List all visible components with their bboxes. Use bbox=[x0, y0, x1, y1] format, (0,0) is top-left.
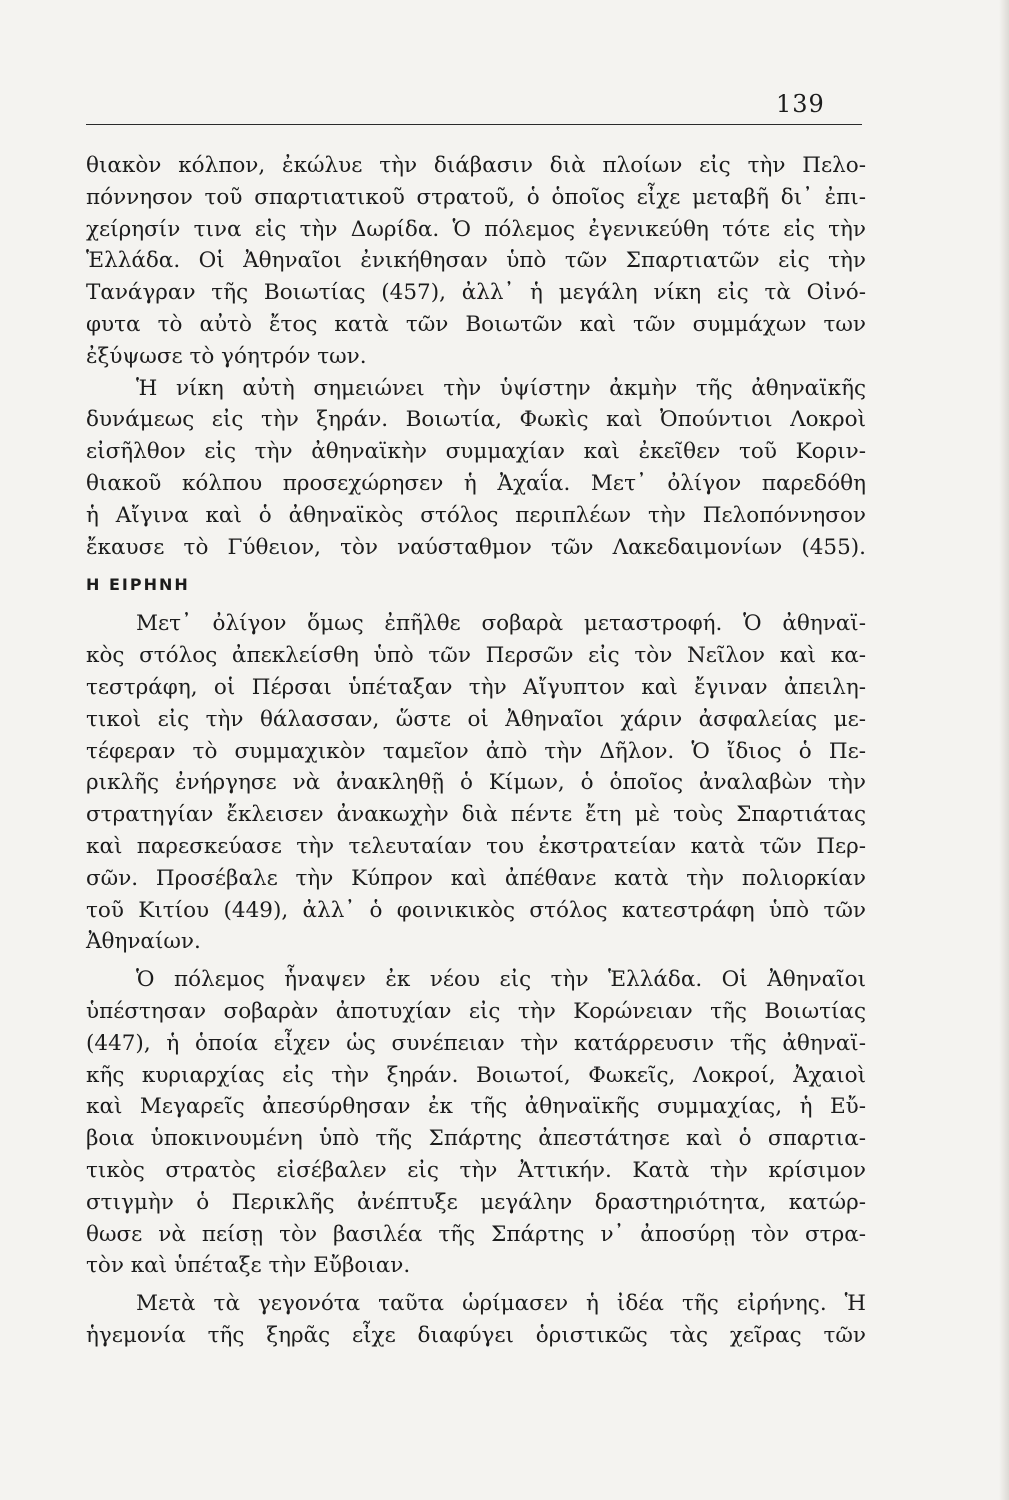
text-line: εἰσῆλθον εἰς τὴν ἀθηναϊκὴν συμμαχίαν καὶ ἐκεῖθεν τοῦ Κοριν- bbox=[86, 439, 866, 465]
text-line: ὑπέστησαν σοβαρὰν ἀποτυχίαν εἰς τὴν Κορώνειαν τῆς Βοιωτίας bbox=[86, 998, 866, 1024]
text-line: θιακὸν κόλπον, ἐκώλυε τὴν διάβασιν διὰ πλοίων εἰς τὴν Πελο- bbox=[86, 153, 866, 178]
text-line: σῶν. Προσέβαλε τὴν Κύπρον καὶ ἀπέθανε κατὰ τὴν πολιορκίαν bbox=[86, 865, 866, 891]
text-line: θιακοῦ κόλπου προσεχώρησεν ἡ Ἀχαΐα. Μετ᾽ ὀλίγον παρεδόθη bbox=[86, 470, 866, 496]
text-line: τεστράφη, οἱ Πέρσαι ὑπέταξαν τὴν Αἴγυπτον καὶ ἔγιναν ἀπειλη- bbox=[86, 674, 866, 700]
text-line: πόννησον τοῦ σπαρτιατικοῦ στρατοῦ, ὁ ὁποῖος εἶχε μεταβῆ δι᾽ ἐπι- bbox=[86, 184, 866, 210]
page-number: 139 bbox=[776, 90, 825, 118]
text-line: Ἑλλάδα. Οἱ Ἀθηναῖοι ἐνικήθησαν ὑπὸ τῶν Σπαρτιατῶν εἰς τὴν bbox=[86, 248, 866, 274]
page-edge-shadow bbox=[999, 0, 1009, 1500]
text-line: χείρησίν τινα εἰς τὴν Δωρίδα. Ὁ πόλεμος ἐγενικεύθη τότε εἰς τὴν bbox=[86, 216, 866, 242]
text-line: ἐξύψωσε τὸ γόητρόν των. bbox=[86, 343, 367, 369]
text-line: τικὸς στρατὸς εἰσέβαλεν εἰς τὴν Ἀττικήν. Κατὰ τὴν κρίσιμον bbox=[86, 1157, 866, 1183]
text-line: Ἀθηναίων. bbox=[86, 929, 201, 955]
text-line: καὶ Μεγαρεῖς ἀπεσύρθησαν ἐκ τῆς ἀθηναϊκῆς συμμαχίας, ἡ Εὔ- bbox=[86, 1094, 866, 1120]
text-line: ρικλῆς ἐνήργησε νὰ ἀνακληθῇ ὁ Κίμων, ὁ ὁποῖος ἀναλαβὼν τὴν bbox=[86, 770, 866, 796]
text-line: Ὁ πόλεμος ἧναψεν ἐκ νέου εἰς τὴν Ἑλλάδα. Οἱ Ἀθηναῖοι bbox=[136, 967, 866, 993]
text-line: στρατηγίαν ἔκλεισεν ἀνακωχὴν διὰ πέντε ἔτη μὲ τοὺς Σπαρτιάτας bbox=[86, 802, 866, 828]
text-line: ἡγεμονία τῆς ξηρᾶς εἶχε διαφύγει ὁριστικῶς τὰς χεῖρας τῶν bbox=[86, 1322, 866, 1348]
text-line: θωσε νὰ πείσῃ τὸν βασιλέα τῆς Σπάρτης ν᾽ ἀποσύρῃ τὸν στρα- bbox=[86, 1221, 866, 1247]
text-line: τικοὶ εἰς τὴν θάλασσαν, ὥστε οἱ Ἀθηναῖοι χάριν ἀσφαλείας με- bbox=[86, 706, 866, 732]
paragraph-3 bbox=[86, 608, 866, 958]
text-line: Μετὰ τὰ γεγονότα ταῦτα ὡρίμασεν ἡ ἰδέα τῆς εἰρήνης. Ἡ bbox=[136, 1291, 866, 1317]
paragraph-1 bbox=[86, 150, 866, 373]
body-text bbox=[86, 150, 866, 1352]
text-line: φυτα τὸ αὐτὸ ἔτος κατὰ τῶν Βοιωτῶν καὶ τῶν συμμάχων των bbox=[86, 311, 866, 337]
text-line: βοια ὑποκινουμένη ὑπὸ τῆς Σπάρτης ἀπεστάτησε καὶ ὁ σπαρτια- bbox=[86, 1126, 866, 1152]
paragraph-2 bbox=[86, 373, 866, 564]
text-line: (447), ἡ ὁποία εἶχεν ὡς συνέπειαν τὴν κατάρρευσιν τῆς ἀθηναϊ- bbox=[86, 1030, 866, 1056]
text-line: τοῦ Κιτίου (449), ἀλλ᾽ ὁ φοινικικὸς στόλος κατεστράφη ὑπὸ τῶν bbox=[86, 897, 866, 923]
text-line: Τανάγραν τῆς Βοιωτίας (457), ἀλλ᾽ ἡ μεγάλη νίκη εἰς τὰ Οἰνό- bbox=[86, 280, 866, 306]
text-line: κῆς κυριαρχίας εἰς τὴν ξηράν. Βοιωτοί, Φωκεῖς, Λοκροί, Ἀχαιοὶ bbox=[86, 1062, 866, 1088]
paragraph-5 bbox=[86, 1288, 866, 1352]
text-line: στιγμὴν ὁ Περικλῆς ἀνέπτυξε μεγάλην δραστηριότητα, κατώρ- bbox=[86, 1189, 866, 1215]
text-line: ἡ Αἴγινα καὶ ὁ ἀθηναϊκὸς στόλος περιπλέων τὴν Πελοπόννησον bbox=[86, 502, 866, 528]
text-line: Ἡ νίκη αὐτὴ σημειώνει τὴν ὑψίστην ἀκμὴν τῆς ἀθηναϊκῆς bbox=[136, 375, 866, 401]
paragraph-4 bbox=[86, 964, 866, 1282]
text-line: ἔκαυσε τὸ Γύθειον, τὸν ναύσταθμον τῶν Λακεδαιμονίων (455). bbox=[86, 534, 866, 560]
text-line: τὸν καὶ ὑπέταξε τὴν Εὔβοιαν. bbox=[86, 1253, 411, 1279]
text-line: κὸς στόλος ἀπεκλείσθη ὑπὸ τῶν Περσῶν εἰς τὸν Νεῖλον καὶ κα- bbox=[86, 643, 866, 669]
section-heading: Η ΕΙΡΗΝΗ bbox=[86, 575, 190, 595]
text-line: καὶ παρεσκεύασε τὴν τελευταίαν του ἐκστρατείαν κατὰ τῶν Περ- bbox=[86, 833, 866, 859]
text-line: δυνάμεως εἰς τὴν ξηράν. Βοιωτία, Φωκὶς καὶ Ὀπούντιοι Λοκροὶ bbox=[86, 407, 866, 433]
text-line: τέφεραν τὸ συμμαχικὸν ταμεῖον ἀπὸ τὴν Δῆλον. Ὁ ἴδιος ὁ Πε- bbox=[86, 738, 866, 764]
header-rule bbox=[86, 124, 862, 125]
text-line: Μετ᾽ ὀλίγον ὅμως ἐπῆλθε σοβαρὰ μεταστροφή. Ὁ ἀθηναϊ- bbox=[136, 611, 866, 637]
